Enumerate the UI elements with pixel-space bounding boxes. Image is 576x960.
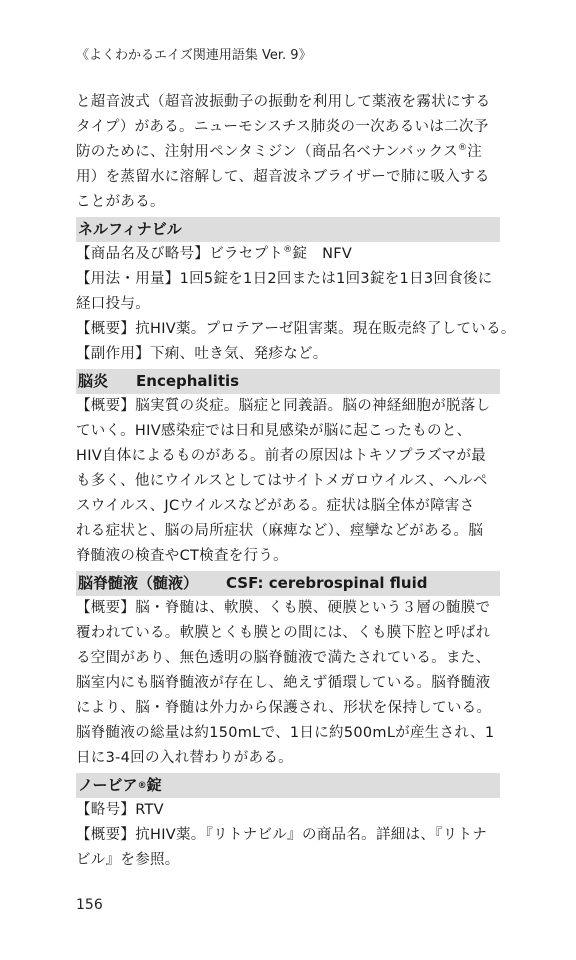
body-line: 脳室内にも脳脊髄液が存在し、絶えず循環している。脳脊髄液 (76, 675, 491, 691)
brand-line (76, 242, 500, 267)
body-line: ことがある。 (76, 194, 165, 210)
body-line: と超音波式（超音波振動子の振動を利用して薬液を霧状にする (76, 94, 491, 110)
body-line: 【概要】脳実質の炎症。脳症と同義語。脳の神経細胞が脱落し (76, 398, 491, 414)
term-english: CSF: cerebrospinal fluid (226, 574, 428, 592)
body-line: 用）を蒸留水に溶解して、超音波ネブライザーで肺に吸入する (76, 169, 490, 185)
body-line: ていく。HIV感染症では日和見感染が脳に起こったものと、 (76, 423, 472, 439)
term-heading-nelfinavir (76, 217, 500, 242)
body-line: 【概要】抗HIV薬。『リトナビル』の商品名。詳細は、『リトナ (76, 827, 488, 843)
body-line: 経口投与。 (76, 296, 150, 312)
body-line: も多く、他にウイルスとしてはサイトメガロウイルス、ヘルペ (76, 473, 488, 489)
body-line: 覆われている。軟膜とくも膜との間には、くも膜下腔と呼ばれ (76, 625, 491, 641)
body-line: HIV自体によるものがある。前者の原因はトキソプラズマが最 (76, 448, 487, 464)
term-english: Encephalitis (136, 372, 240, 390)
body-line: 脳脊髄液の総量は約150mLで、1日に約500mLが産生され、1 (76, 725, 495, 741)
body-line: スウイルス、JCウイルスなどがある。症状は脳全体が障害さ (76, 498, 475, 514)
term-title: ネルフィナビル (78, 220, 182, 238)
body-line: れる症状と、脳の局所症状（麻痺など）、痙攣などがある。脳 (76, 523, 484, 539)
term-heading-norvir: ノービア ® 錠 (76, 773, 500, 798)
page-number: 156 (76, 897, 103, 913)
body-line: タイプ）がある。ニューモシスチス肺炎の一次あるいは二次予 (76, 119, 489, 135)
body-line: 【概要】脳・脊髄は、軟膜、くも膜、硬膜という３層の髄膜で (76, 600, 491, 616)
body-text: 防のために、注射用ペンタミジン（商品名ベナンバックス (76, 144, 458, 160)
body-line: ビル』を参照。 (76, 852, 180, 868)
body-line: 【副作用】下痢、吐き気、発疹など。 (76, 346, 328, 362)
intro-paragraph (76, 90, 500, 215)
body-line: 【概要】抗HIV薬。プロテアーゼ阻害薬。現在販売終了している。 (76, 321, 516, 337)
term-title: ノービア (78, 776, 138, 794)
body-line: により、脳・脊髄は外力から保護され、形状を保持している。 (76, 700, 492, 716)
term-title: 脳脊髄液（髄液） (78, 574, 199, 592)
body-line: 脊髄液の検査やCT検査を行う。 (76, 548, 288, 564)
body-line (76, 140, 500, 165)
term-heading-csf (76, 571, 500, 596)
term-heading-encephalitis (76, 369, 500, 394)
body-line: 【用法・用量】1回5錠を1日2回または1回3錠を1日3回食後に (76, 271, 493, 287)
body-line: 【略号】RTV (76, 802, 164, 818)
registered-mark: ® (283, 245, 293, 255)
registered-mark: ® (457, 143, 468, 153)
body-text: 錠 NFV (292, 246, 353, 262)
running-header: 《よくわかるエイズ関連用語集 Ver. 9》 (76, 48, 312, 63)
page-body (76, 90, 516, 873)
body-text: 注 (467, 144, 483, 160)
body-text: 【商品名及び略号】ビラセプト (76, 246, 284, 262)
term-title-tail: 錠 (146, 776, 162, 794)
term-title: 脳炎 (78, 372, 109, 390)
body-line: る空間があり、無色透明の脳脊髄液で満たされている。また、 (76, 650, 491, 666)
body-line: 日に3-4回の入れ替わりがある。 (76, 750, 293, 766)
